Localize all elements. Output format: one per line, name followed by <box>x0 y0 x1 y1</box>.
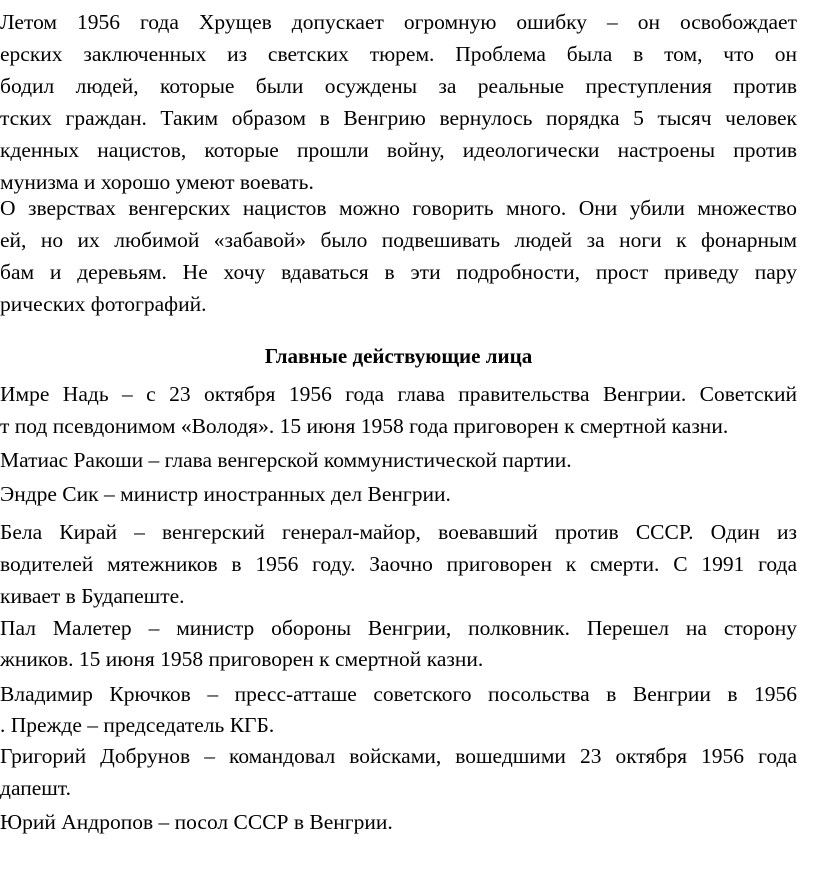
list-item-line: Матиас Ракоши – глава венгерской коммунистической партии. <box>0 448 572 472</box>
list-item-line: дапешт. <box>0 776 71 800</box>
paragraph-line: ерских заключенных из светских тюрем. Проблема была в том, что он <box>0 42 797 66</box>
list-item-line: Григорий Добрунов – командовал войсками, вошедшими 23 октября 1956 года <box>0 744 797 768</box>
list-item-line: Юрий Андропов – посол СССР в Венгрии. <box>0 810 393 834</box>
paragraph-line: ей, но их любимой «забавой» было подвешивать людей за ноги к фонарным <box>0 228 797 252</box>
list-item-line: жников. 15 июня 1958 приговорен к смертной казни. <box>0 647 484 671</box>
paragraph-line: кденных нацистов, которые прошли войну, идеологически настроены против <box>0 138 797 162</box>
paragraph-line: Летом 1956 года Хрущев допускает огромную ошибку – он освобождает <box>0 10 797 34</box>
paragraph-line: О зверствах венгерских нацистов можно говорить много. Они убили множество <box>0 196 797 220</box>
list-item-line: Бела Кирай – венгерский генерал-майор, воевавший против СССР. Один из <box>0 520 797 544</box>
section-heading: Главные действующие лица <box>264 344 533 368</box>
list-item-line: . Прежде – председатель КГБ. <box>0 713 275 737</box>
list-item-line: т под псевдонимом «Володя». 15 июня 1958 года приговорен к смертной казни. <box>0 414 729 438</box>
paragraph-line: тских граждан. Таким образом в Венгрию вернулось порядка 5 тысяч человек <box>0 106 797 130</box>
paragraph-line: мунизма и хорошо умеют воевать. <box>0 170 314 194</box>
list-item-line: Владимир Крючков – пресс-атташе советского посольства в Венгрии в 1956 <box>0 682 797 706</box>
list-item-line: кивает в Будапеште. <box>0 584 185 608</box>
paragraph-line: бам и деревьям. Не хочу вдаваться в эти подробности, прост приведу пару <box>0 260 797 284</box>
list-item-line: Пал Малетер – министр обороны Венгрии, полковник. Перешел на сторону <box>0 616 797 640</box>
list-item-line: Эндре Сик – министр иностранных дел Венгрии. <box>0 482 451 506</box>
paragraph-line: рических фотографий. <box>0 292 207 316</box>
paragraph-line: бодил людей, которые были осуждены за реальные преступления против <box>0 74 797 98</box>
list-item-line: водителей мятежников в 1956 году. Заочно приговорен к смерти. С 1991 года <box>0 552 797 576</box>
list-item-line: Имре Надь – с 23 октября 1956 года глава правительства Венгрии. Советский <box>0 382 797 406</box>
